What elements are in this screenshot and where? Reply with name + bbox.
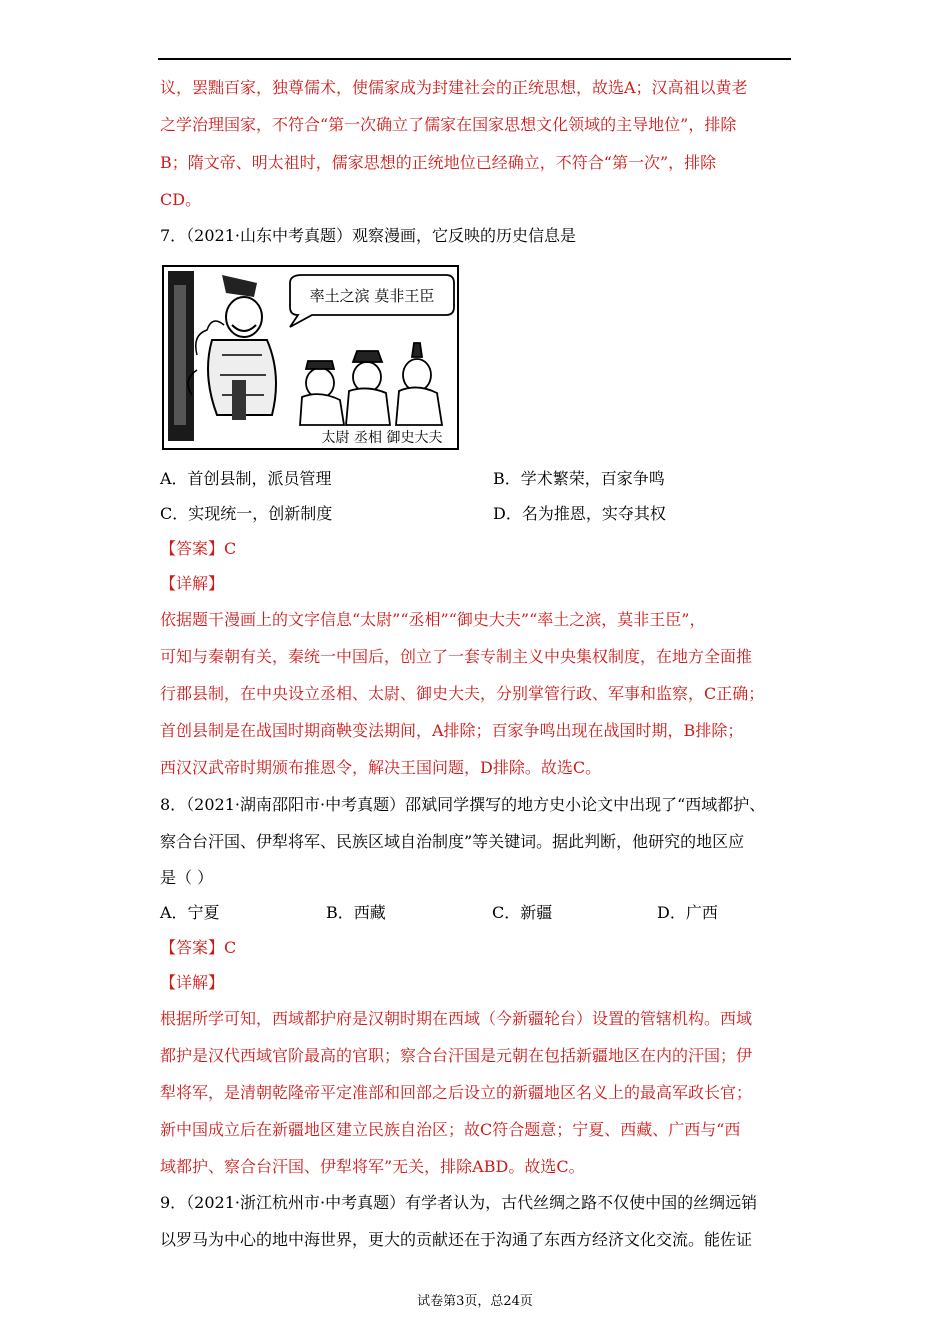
q8-option-d[interactable]: D．广西	[657, 903, 718, 922]
q7-option-a[interactable]: A．首创县制，派员管理	[160, 469, 332, 488]
prev-explanation-line: 之学治理国家，不符合“第一次确立了儒家在国家思想文化领域的主导地位”，排除	[160, 115, 737, 134]
q8-option-c[interactable]: C．新疆	[492, 903, 553, 922]
q7-comic-image	[162, 265, 459, 450]
q8-option-a[interactable]: A．宁夏	[160, 903, 220, 922]
prev-explanation-line: CD。	[160, 190, 202, 209]
header-rule	[158, 58, 791, 60]
q8-stem-line: 是（ ）	[160, 868, 214, 887]
q8-stem-line: 8．（2021·湖南邵阳市·中考真题）邵斌同学撰写的地方史小论文中出现了“西域都护、	[160, 795, 766, 814]
q8-option-b[interactable]: B．西藏	[326, 903, 386, 922]
prev-explanation-line: B；隋文帝、明太祖时，儒家思想的正统地位已经确立，不符合“第一次”，排除	[160, 153, 717, 172]
q8-answer: 【答案】C	[160, 938, 237, 957]
q8-explanation-line: 犁将军，是清朝乾隆帝平定准部和回部之后设立的新疆地区名义上的最高军政长官；	[160, 1083, 753, 1102]
q7-explanation-line: 依据题干漫画上的文字信息“太尉”“丞相”“御史大夫”“率土之滨，莫非王臣”，	[160, 610, 706, 629]
q8-explanation-line: 域都护、察合台汗国、伊犁将军”无关，排除ABD。故选C。	[160, 1157, 585, 1176]
q7-comic-speech: 率土之滨 莫非王臣	[309, 287, 435, 305]
q7-detail-label: 【详解】	[160, 574, 225, 593]
q8-explanation-line: 根据所学可知，西域都护府是汉朝时期在西域（今新疆轮台）设置的管辖机构。西域	[160, 1009, 753, 1028]
q7-option-b[interactable]: B．学术繁荣，百家争鸣	[493, 469, 665, 488]
prev-explanation-line: 议，罢黜百家，独尊儒术，使儒家成为封建社会的正统思想，故选A；汉高祖以黄老	[160, 78, 748, 97]
q7-explanation-line: 西汉汉武帝时期颁布推恩令，解决王国问题，D排除。故选C。	[160, 758, 602, 777]
q9-stem-line: 9．（2021·浙江杭州市·中考真题）有学者认为，古代丝绸之路不仅使中国的丝绸远销	[160, 1193, 758, 1212]
q7-answer: 【答案】C	[160, 539, 237, 558]
q7-explanation-line: 可知与秦朝有关，秦统一中国后，创立了一套专制主义中央集权制度，在地方全面推	[160, 647, 753, 666]
q7-option-d[interactable]: D．名为推恩，实夺其权	[493, 504, 666, 523]
q8-explanation-line: 都护是汉代西域官阶最高的官职；察合台汗国是元朝在包括新疆地区在内的汗国；伊	[160, 1046, 753, 1065]
q7-explanation-line: 首创县制是在战国时期商鞅变法期间，A排除；百家争鸣出现在战国时期，B排除；	[160, 721, 744, 740]
q8-stem-line: 察合台汗国、伊犁将军、民族区域自治制度”等关键词。据此判断，他研究的地区应	[160, 832, 745, 851]
q7-option-c[interactable]: C．实现统一，创新制度	[160, 504, 333, 523]
q7-stem: 7．（2021·山东中考真题）观察漫画，它反映的历史信息是	[160, 226, 576, 245]
q9-stem-line: 以罗马为中心的地中海世界，更大的贡献还在于沟通了东西方经济文化交流。能佐证	[160, 1230, 753, 1249]
q8-explanation-line: 新中国成立后在新疆地区建立民族自治区；故C符合题意；宁夏、西藏、广西与“西	[160, 1120, 741, 1139]
q8-detail-label: 【详解】	[160, 973, 225, 992]
q7-comic-caption: 太尉 丞相 御史大夫	[321, 430, 443, 446]
q7-explanation-line: 行郡县制，在中央设立丞相、太尉、御史大夫，分别掌管行政、军事和监察，C正确；	[160, 684, 765, 703]
page-footer: 试卷第3页，总24页	[417, 1294, 533, 1309]
